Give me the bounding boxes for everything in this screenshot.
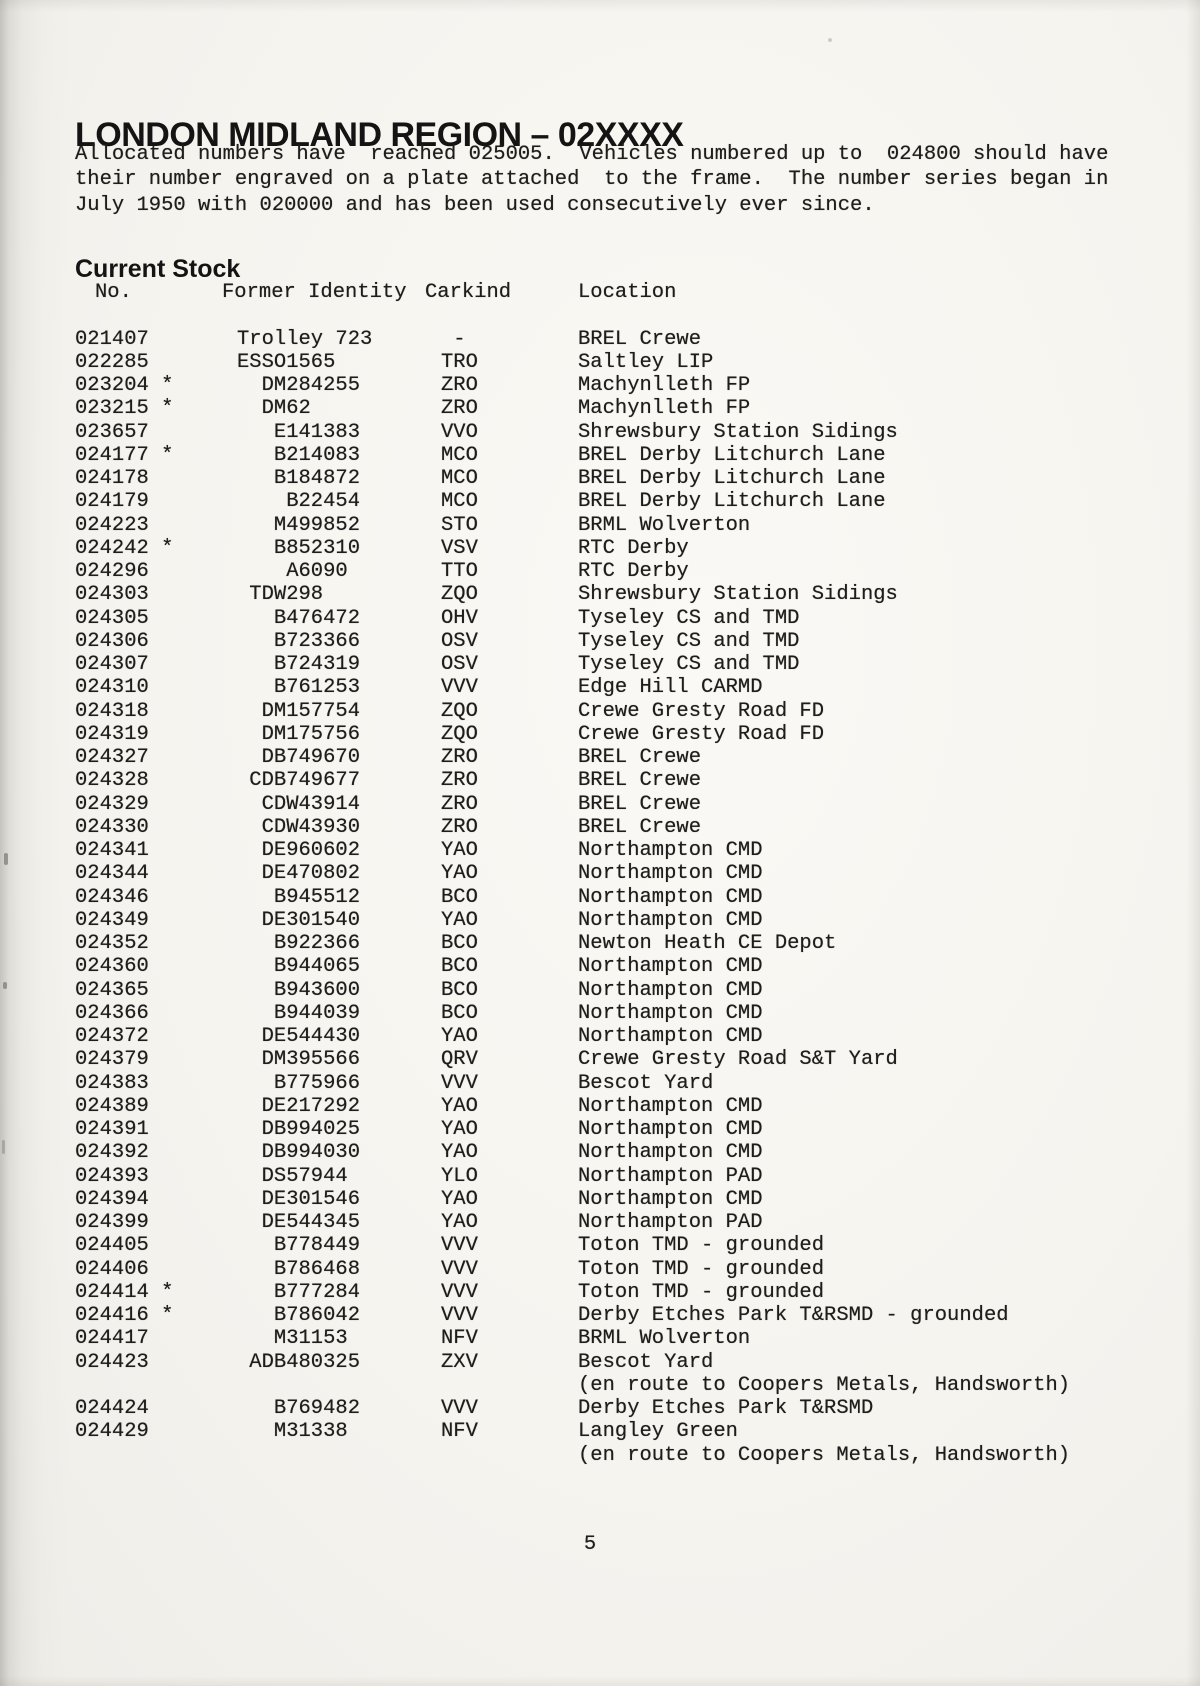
stock-table — [75, 281, 1125, 1467]
cell-location: Northampton CMD — [578, 978, 763, 1002]
cell-carkind: VVV — [441, 1280, 478, 1304]
table-row — [75, 1304, 1125, 1327]
cell-carkind: TTO — [441, 560, 478, 583]
cell-location: (en route to Coopers Metals, Handsworth) — [578, 1373, 1071, 1397]
table-row — [75, 397, 1125, 420]
cell-no: 024360 — [75, 955, 149, 979]
cell-former-identity: B761253 — [237, 676, 361, 700]
table-continuation-row — [75, 1444, 1125, 1467]
table-row — [75, 1327, 1125, 1350]
table-row — [75, 723, 1125, 746]
cell-location: Derby Etches Park T&RSMD - grounded — [578, 1304, 1009, 1327]
cell-no: 024406 — [75, 1257, 149, 1281]
cell-former-identity: B724319 — [237, 653, 361, 676]
cell-no: 024179 — [75, 490, 149, 514]
cell-carkind: NFV — [441, 1420, 478, 1444]
table-row — [75, 1072, 1125, 1095]
cell-location: Northampton PAD — [578, 1164, 763, 1188]
cell-carkind: TRO — [441, 350, 478, 374]
table-row — [75, 1118, 1125, 1141]
cell-former-identity: DE301540 — [237, 908, 361, 932]
intro-line: Allocated numbers have reached 025005. Vehicles numbered up to 024800 should have — [75, 143, 1109, 166]
cell-former-identity: DE301546 — [237, 1187, 361, 1211]
intro-line: July 1950 with 020000 and has been used consecutively ever since. — [75, 193, 875, 217]
table-row — [75, 490, 1125, 513]
cell-location: Toton TMD - grounded — [578, 1280, 825, 1304]
left-edge-shadow — [0, 0, 70, 1686]
cell-no: 024296 — [75, 560, 149, 583]
cell-no: 024310 — [75, 676, 149, 700]
table-row — [75, 1048, 1125, 1071]
cell-no: 024178 — [75, 467, 149, 490]
cell-no: 024399 — [75, 1211, 149, 1234]
page-number: 5 — [583, 1533, 597, 1556]
cell-former-identity: B214083 — [237, 443, 361, 467]
table-row — [75, 630, 1125, 653]
table-row — [75, 862, 1125, 885]
cell-former-identity: DS57944 — [237, 1164, 348, 1188]
cell-former-identity: DE217292 — [237, 1094, 361, 1118]
cell-former-identity: B775966 — [237, 1071, 361, 1095]
cell-no: 024242 * — [75, 536, 174, 560]
cell-location: BREL Derby Litchurch Lane — [578, 467, 886, 490]
cell-former-identity: DE470802 — [237, 862, 361, 886]
cell-no — [75, 1374, 222, 1397]
cell-former-identity: ADB480325 — [237, 1350, 361, 1374]
cell-former-identity: DE960602 — [237, 839, 361, 862]
cell-no: 024392 — [75, 1141, 149, 1165]
cell-no: 024330 — [75, 815, 149, 839]
scan-speck — [828, 38, 832, 42]
cell-former-identity: B944065 — [237, 955, 361, 979]
cell-location: Edge Hill CARMD — [578, 676, 763, 700]
cell-no: 024365 — [75, 978, 149, 1002]
cell-location: Northampton CMD — [578, 955, 763, 979]
right-edge-shadow — [1186, 0, 1200, 1686]
cell-carkind: OHV — [441, 606, 478, 630]
cell-location: Tyseley CS and TMD — [578, 653, 800, 676]
cell-former-identity: DE544430 — [237, 1025, 361, 1048]
cell-carkind: VVV — [441, 676, 478, 700]
cell-former-identity: DM395566 — [237, 1048, 361, 1072]
cell-no: 024344 — [75, 862, 149, 886]
table-row — [75, 1165, 1125, 1188]
cell-carkind: MCO — [441, 490, 478, 514]
scan-speck — [4, 853, 8, 865]
table-row — [75, 1095, 1125, 1118]
cell-carkind — [425, 1374, 575, 1397]
cell-location: BREL Crewe — [578, 792, 702, 816]
cell-location: BREL Derby Litchurch Lane — [578, 490, 886, 514]
cell-carkind: YAO — [441, 1118, 478, 1141]
table-row — [75, 1258, 1125, 1281]
cell-location: Northampton CMD — [578, 1141, 763, 1165]
cell-former-identity: B945512 — [237, 885, 361, 909]
cell-former-identity: DB994025 — [237, 1118, 361, 1141]
table-row — [75, 700, 1125, 723]
cell-former-identity: B476472 — [237, 606, 361, 630]
cell-no: 024341 — [75, 839, 149, 862]
cell-carkind: ZRO — [441, 769, 478, 793]
cell-no: 024346 — [75, 885, 149, 909]
cell-location: Toton TMD - grounded — [578, 1257, 825, 1281]
cell-no: 024305 — [75, 606, 149, 630]
cell-former-identity: DM175756 — [237, 722, 361, 746]
bottom-edge-shadow — [0, 1676, 1200, 1686]
cell-carkind: VVV — [441, 1397, 478, 1420]
cell-no: 024383 — [75, 1071, 149, 1095]
cell-former-identity: B944039 — [237, 1001, 361, 1025]
cell-former-identity: M31153 — [237, 1327, 348, 1351]
table-row — [75, 979, 1125, 1002]
cell-carkind: YAO — [441, 1211, 478, 1234]
table-row — [75, 444, 1125, 467]
cell-location: Northampton CMD — [578, 839, 763, 862]
intro-line: their number engraved on a plate attached to the frame. The number series began in — [75, 168, 1109, 192]
table-row — [75, 1281, 1125, 1304]
cell-carkind: BCO — [441, 955, 478, 979]
cell-former-identity: ESSO1565 — [237, 350, 336, 374]
cell-no: 024379 — [75, 1048, 149, 1072]
cell-former-identity: DE544345 — [237, 1211, 361, 1234]
cell-no: 024329 — [75, 792, 149, 816]
cell-former-identity: B184872 — [237, 467, 361, 490]
table-row — [75, 328, 1125, 351]
cell-carkind: ZQO — [441, 583, 478, 607]
cell-location: Crewe Gresty Road FD — [578, 699, 825, 723]
cell-carkind: VVV — [441, 1257, 478, 1281]
cell-no: 024177 * — [75, 443, 174, 467]
cell-location: Northampton CMD — [578, 885, 763, 909]
table-row — [75, 1397, 1125, 1420]
cell-carkind: YAO — [441, 1025, 478, 1048]
cell-location: Northampton CMD — [578, 908, 763, 932]
cell-no: 024394 — [75, 1187, 149, 1211]
cell-location: BREL Derby Litchurch Lane — [578, 443, 886, 467]
cell-location: BREL Crewe — [578, 815, 702, 839]
table-row — [75, 1420, 1125, 1443]
table-header-row — [75, 281, 1125, 304]
cell-location: Northampton CMD — [578, 1187, 763, 1211]
cell-no: 024372 — [75, 1025, 149, 1048]
intro-paragraph — [75, 142, 1108, 218]
cell-no: 024424 — [75, 1397, 149, 1420]
cell-former-identity — [222, 1444, 425, 1467]
cell-carkind: OSV — [441, 629, 478, 653]
cell-former-identity: CDB749677 — [237, 769, 361, 793]
cell-no — [75, 1444, 222, 1467]
cell-location: BREL Crewe — [578, 327, 702, 351]
cell-carkind: BCO — [441, 978, 478, 1002]
cell-no: 024391 — [75, 1118, 149, 1141]
cell-carkind: VSV — [441, 536, 478, 560]
cell-former-identity: B778449 — [237, 1234, 361, 1258]
table-row — [75, 1234, 1125, 1257]
cell-carkind: MCO — [441, 443, 478, 467]
cell-carkind: VVV — [441, 1071, 478, 1095]
cell-former-identity: TDW298 — [237, 583, 324, 607]
column-header-carkind: Carkind — [425, 281, 512, 304]
cell-carkind: ZRO — [441, 792, 478, 816]
cell-location: Toton TMD - grounded — [578, 1234, 825, 1258]
column-header-no: No. — [95, 281, 132, 304]
cell-location: Shrewsbury Station Sidings — [578, 583, 898, 607]
cell-carkind: QRV — [441, 1048, 478, 1072]
cell-no: 024423 — [75, 1350, 149, 1374]
cell-carkind: ZQO — [441, 722, 478, 746]
cell-no: 023657 — [75, 420, 149, 444]
cell-location: BREL Crewe — [578, 769, 702, 793]
cell-former-identity: B769482 — [237, 1397, 361, 1420]
table-row — [75, 421, 1125, 444]
cell-no: 023204 * — [75, 374, 174, 397]
table-row — [75, 351, 1125, 374]
cell-no: 024389 — [75, 1094, 149, 1118]
cell-former-identity: DM62 — [237, 397, 311, 421]
table-row — [75, 1141, 1125, 1164]
cell-location: Crewe Gresty Road S&T Yard — [578, 1048, 898, 1072]
cell-former-identity: B943600 — [237, 978, 361, 1002]
cell-location: Shrewsbury Station Sidings — [578, 420, 898, 444]
cell-carkind: ZRO — [441, 374, 478, 397]
table-row — [75, 793, 1125, 816]
cell-no: 024318 — [75, 699, 149, 723]
cell-no: 024416 * — [75, 1304, 174, 1327]
cell-location: (en route to Coopers Metals, Handsworth) — [578, 1443, 1071, 1467]
table-row — [75, 560, 1125, 583]
table-row — [75, 537, 1125, 560]
section-heading: Current Stock — [75, 254, 241, 283]
cell-former-identity: M499852 — [237, 513, 361, 537]
cell-carkind: NFV — [441, 1327, 478, 1351]
table-row — [75, 909, 1125, 932]
table-row — [75, 607, 1125, 630]
table-row — [75, 816, 1125, 839]
cell-carkind: YAO — [441, 1094, 478, 1118]
table-row — [75, 374, 1125, 397]
cell-former-identity: DB994030 — [237, 1141, 361, 1165]
cell-location: Newton Heath CE Depot — [578, 932, 837, 955]
cell-former-identity: DB749670 — [237, 746, 361, 769]
scan-speck — [2, 1140, 5, 1154]
cell-location: Tyseley CS and TMD — [578, 629, 800, 653]
column-header-location: Location — [578, 281, 677, 304]
cell-no: 023215 * — [75, 397, 174, 421]
cell-no: 024414 * — [75, 1280, 174, 1304]
cell-no: 024429 — [75, 1420, 149, 1444]
cell-no: 024349 — [75, 908, 149, 932]
cell-location: Bescot Yard — [578, 1350, 714, 1374]
cell-no: 024366 — [75, 1001, 149, 1025]
cell-carkind: VVV — [441, 1304, 478, 1327]
cell-location: Bescot Yard — [578, 1071, 714, 1095]
table-row — [75, 955, 1125, 978]
cell-carkind: STO — [441, 513, 478, 537]
cell-carkind: VVV — [441, 1234, 478, 1258]
cell-carkind — [425, 1444, 575, 1467]
cell-no: 024319 — [75, 722, 149, 746]
table-row — [75, 676, 1125, 699]
cell-former-identity: CDW43914 — [237, 792, 361, 816]
cell-carkind: YLO — [441, 1164, 478, 1188]
cell-location: Tyseley CS and TMD — [578, 606, 800, 630]
cell-carkind: ZRO — [441, 746, 478, 769]
cell-location: Saltley LIP — [578, 350, 714, 374]
cell-carkind: - — [441, 327, 466, 351]
cell-location: Langley Green — [578, 1420, 738, 1444]
cell-carkind: YAO — [441, 1187, 478, 1211]
cell-former-identity: E141383 — [237, 420, 361, 444]
cell-no: 024327 — [75, 746, 149, 769]
cell-location: Machynlleth FP — [578, 374, 751, 397]
cell-former-identity — [222, 1374, 425, 1397]
cell-location: BRML Wolverton — [578, 513, 751, 537]
cell-no: 024405 — [75, 1234, 149, 1258]
cell-no: 024417 — [75, 1327, 149, 1351]
cell-carkind: BCO — [441, 885, 478, 909]
cell-location: Northampton CMD — [578, 862, 763, 886]
cell-carkind: YAO — [441, 862, 478, 886]
top-edge-shadow — [0, 0, 1200, 12]
scan-speck — [3, 982, 7, 989]
table-row — [75, 1211, 1125, 1234]
cell-location: Derby Etches Park T&RSMD — [578, 1397, 874, 1420]
cell-no: 022285 — [75, 350, 149, 374]
cell-carkind: VVO — [441, 420, 478, 444]
cell-carkind: MCO — [441, 467, 478, 490]
cell-location: RTC Derby — [578, 560, 689, 583]
cell-location: BREL Crewe — [578, 746, 702, 769]
column-header-former-identity: Former Identity — [222, 281, 407, 304]
cell-no: 024303 — [75, 583, 149, 607]
cell-no: 024306 — [75, 629, 149, 653]
table-row — [75, 1025, 1125, 1048]
cell-carkind: ZRO — [441, 397, 478, 421]
cell-location: Northampton CMD — [578, 1094, 763, 1118]
table-body — [75, 328, 1125, 1467]
cell-former-identity: DM157754 — [237, 699, 361, 723]
cell-former-identity: Trolley 723 — [237, 327, 373, 351]
cell-former-identity: B852310 — [237, 536, 361, 560]
table-row — [75, 583, 1125, 606]
cell-former-identity: B777284 — [237, 1280, 361, 1304]
cell-location: BRML Wolverton — [578, 1327, 751, 1351]
cell-location: RTC Derby — [578, 536, 689, 560]
cell-carkind: YAO — [441, 839, 478, 862]
cell-former-identity: B22454 — [237, 490, 361, 514]
cell-carkind: OSV — [441, 653, 478, 676]
page-title: LONDON MIDLAND REGION – 02XXXX — [75, 115, 684, 154]
cell-former-identity: M31338 — [237, 1420, 348, 1444]
cell-carkind: BCO — [441, 1001, 478, 1025]
cell-former-identity: B786042 — [237, 1304, 361, 1327]
cell-former-identity: B723366 — [237, 629, 361, 653]
cell-former-identity: CDW43930 — [237, 815, 361, 839]
cell-carkind: BCO — [441, 932, 478, 955]
cell-former-identity: A6090 — [237, 560, 348, 583]
cell-location: Northampton CMD — [578, 1001, 763, 1025]
cell-carkind: ZXV — [441, 1350, 478, 1374]
cell-no: 024223 — [75, 513, 149, 537]
cell-carkind: ZRO — [441, 815, 478, 839]
table-row — [75, 769, 1125, 792]
cell-no: 021407 — [75, 327, 149, 351]
cell-carkind: ZQO — [441, 699, 478, 723]
cell-no: 024352 — [75, 932, 149, 955]
cell-location: Machynlleth FP — [578, 397, 751, 421]
cell-carkind: YAO — [441, 1141, 478, 1165]
cell-former-identity: B922366 — [237, 932, 361, 955]
cell-no: 024307 — [75, 653, 149, 676]
cell-location: Crewe Gresty Road FD — [578, 722, 825, 746]
table-row — [75, 1351, 1125, 1374]
cell-no: 024328 — [75, 769, 149, 793]
table-continuation-row — [75, 1374, 1125, 1397]
table-row — [75, 1188, 1125, 1211]
table-row — [75, 932, 1125, 955]
table-row — [75, 1002, 1125, 1025]
cell-location: Northampton CMD — [578, 1025, 763, 1048]
cell-location: Northampton CMD — [578, 1118, 763, 1141]
cell-former-identity: B786468 — [237, 1257, 361, 1281]
table-row — [75, 653, 1125, 676]
cell-location: Northampton PAD — [578, 1211, 763, 1234]
cell-no: 024393 — [75, 1164, 149, 1188]
cell-former-identity: DM284255 — [237, 374, 361, 397]
table-row — [75, 514, 1125, 537]
cell-carkind: YAO — [441, 908, 478, 932]
table-row — [75, 839, 1125, 862]
table-row — [75, 746, 1125, 769]
table-row — [75, 886, 1125, 909]
table-row — [75, 467, 1125, 490]
